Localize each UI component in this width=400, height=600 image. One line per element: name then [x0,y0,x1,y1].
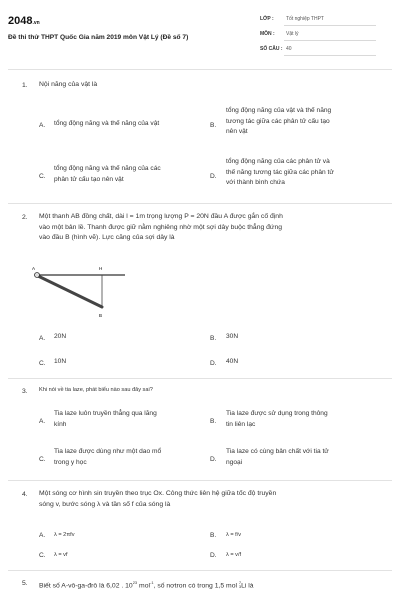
option-formula: λ = f/v [226,532,242,538]
option-text: 30N [226,333,239,340]
question-text: Biết số A-vô-ga-đrô là 6,02 . $10^{23}$ mol$^{-1}$, số nơtron có trong 1,5 mol 7 3 Li là [39,580,254,590]
option-text: tổng động năng của các phân tử và thế năng tương tác giữa các phân tử với thành bình chứa [226,158,334,187]
option-text: Tia laze có cùng bản chất với tia tử ngoại [226,448,329,466]
meta-label-count: SỐ CÂU : [260,46,283,52]
option-label: C. [39,456,46,463]
option-text: Tia laze luôn truyền thẳng qua lăng kính [54,410,157,428]
logo-text: 2048 [8,15,33,27]
question-text: Nội năng của vật là [39,81,98,88]
option-formula: λ = vf [54,552,68,558]
option-text: 40N [226,358,239,365]
option-label: B. [210,122,217,129]
option-label: D. [210,456,217,463]
option-text: 10N [54,358,67,365]
meta-value-count: 40 [286,46,292,52]
question-number: 5. [22,580,28,587]
meta-value-class: Tốt nghiệp THPT [286,16,324,22]
option-text: 20N [54,333,67,340]
question-number: 4. [22,491,28,498]
option-label: C. [39,173,46,180]
question-text: Một sóng cơ hình sin truyền theo trục Ox. Công thức liên hệ giữa tốc độ truyền sóng v, bước sóng λ và tần số f của sóng là [39,490,277,508]
option-label: A. [39,122,46,129]
option-label: C. [39,360,46,367]
option-label: B. [210,335,217,342]
hinge-icon [35,273,40,278]
rod-ab [36,275,102,307]
meta-value-subject: Vật lý [286,31,299,37]
option-text: tổng động năng và thế năng của các phân tử cấu tạo nên vật [54,165,161,183]
question-divider [8,203,392,204]
logo-suffix: .vn [32,20,40,26]
question-divider [8,480,392,481]
option-label: C. [39,552,46,559]
option-label: A. [39,335,46,342]
question-text: Khi nói về tia laze, phát biểu nào sau đây sai? [39,387,153,393]
label-h: H [99,266,103,271]
header-divider [8,69,392,70]
option-label: D. [210,360,217,367]
option-label: B. [210,418,217,425]
question-number: 3. [22,388,28,395]
meta-underline [284,40,376,41]
option-label: A. [39,418,46,425]
meta-label-subject: MÔN : [260,31,275,37]
label-b: B [99,313,103,318]
meta-underline [284,25,376,26]
option-text: tổng động năng của vật và thế năng tương tác giữa các phân tử cấu tạo nên vật [226,107,332,136]
site-logo [8,15,40,27]
question-text: Một thanh AB đồng chất, dài l = 1m trọng lượng P = 20N đầu A được gắn cố định vào một bản lề. Thanh được giữ nằm nghiêng nhờ một sợi dây buộc thẳng đứng vào đầu B (hình vẽ). Lực căng của sợi dây là [39,213,283,242]
option-formula: λ = 2πfv [54,532,75,538]
option-formula: λ = v/f [226,552,242,558]
exam-title: Đề thi thử THPT Quốc Gia năm 2019 môn Vật Lý (Đề số 7) [8,34,189,41]
question-divider [8,378,392,379]
rod-diagram [30,262,130,322]
option-text: tổng động năng và thế năng của vật [54,120,160,127]
option-label: D. [210,173,217,180]
option-text: Tia laze được sử dụng trong thông tin liên lạc [226,410,328,428]
option-label: B. [210,532,217,539]
option-label: D. [210,552,217,559]
option-text: Tia laze được dùng như một dao mổ trong y học [54,448,162,466]
question-divider [8,570,392,571]
question-number: 1. [22,82,28,89]
meta-label-class: LỚP : [260,16,274,22]
meta-underline [284,55,376,56]
label-a: A [32,266,36,271]
question-number: 2. [22,214,28,221]
option-label: A. [39,532,46,539]
